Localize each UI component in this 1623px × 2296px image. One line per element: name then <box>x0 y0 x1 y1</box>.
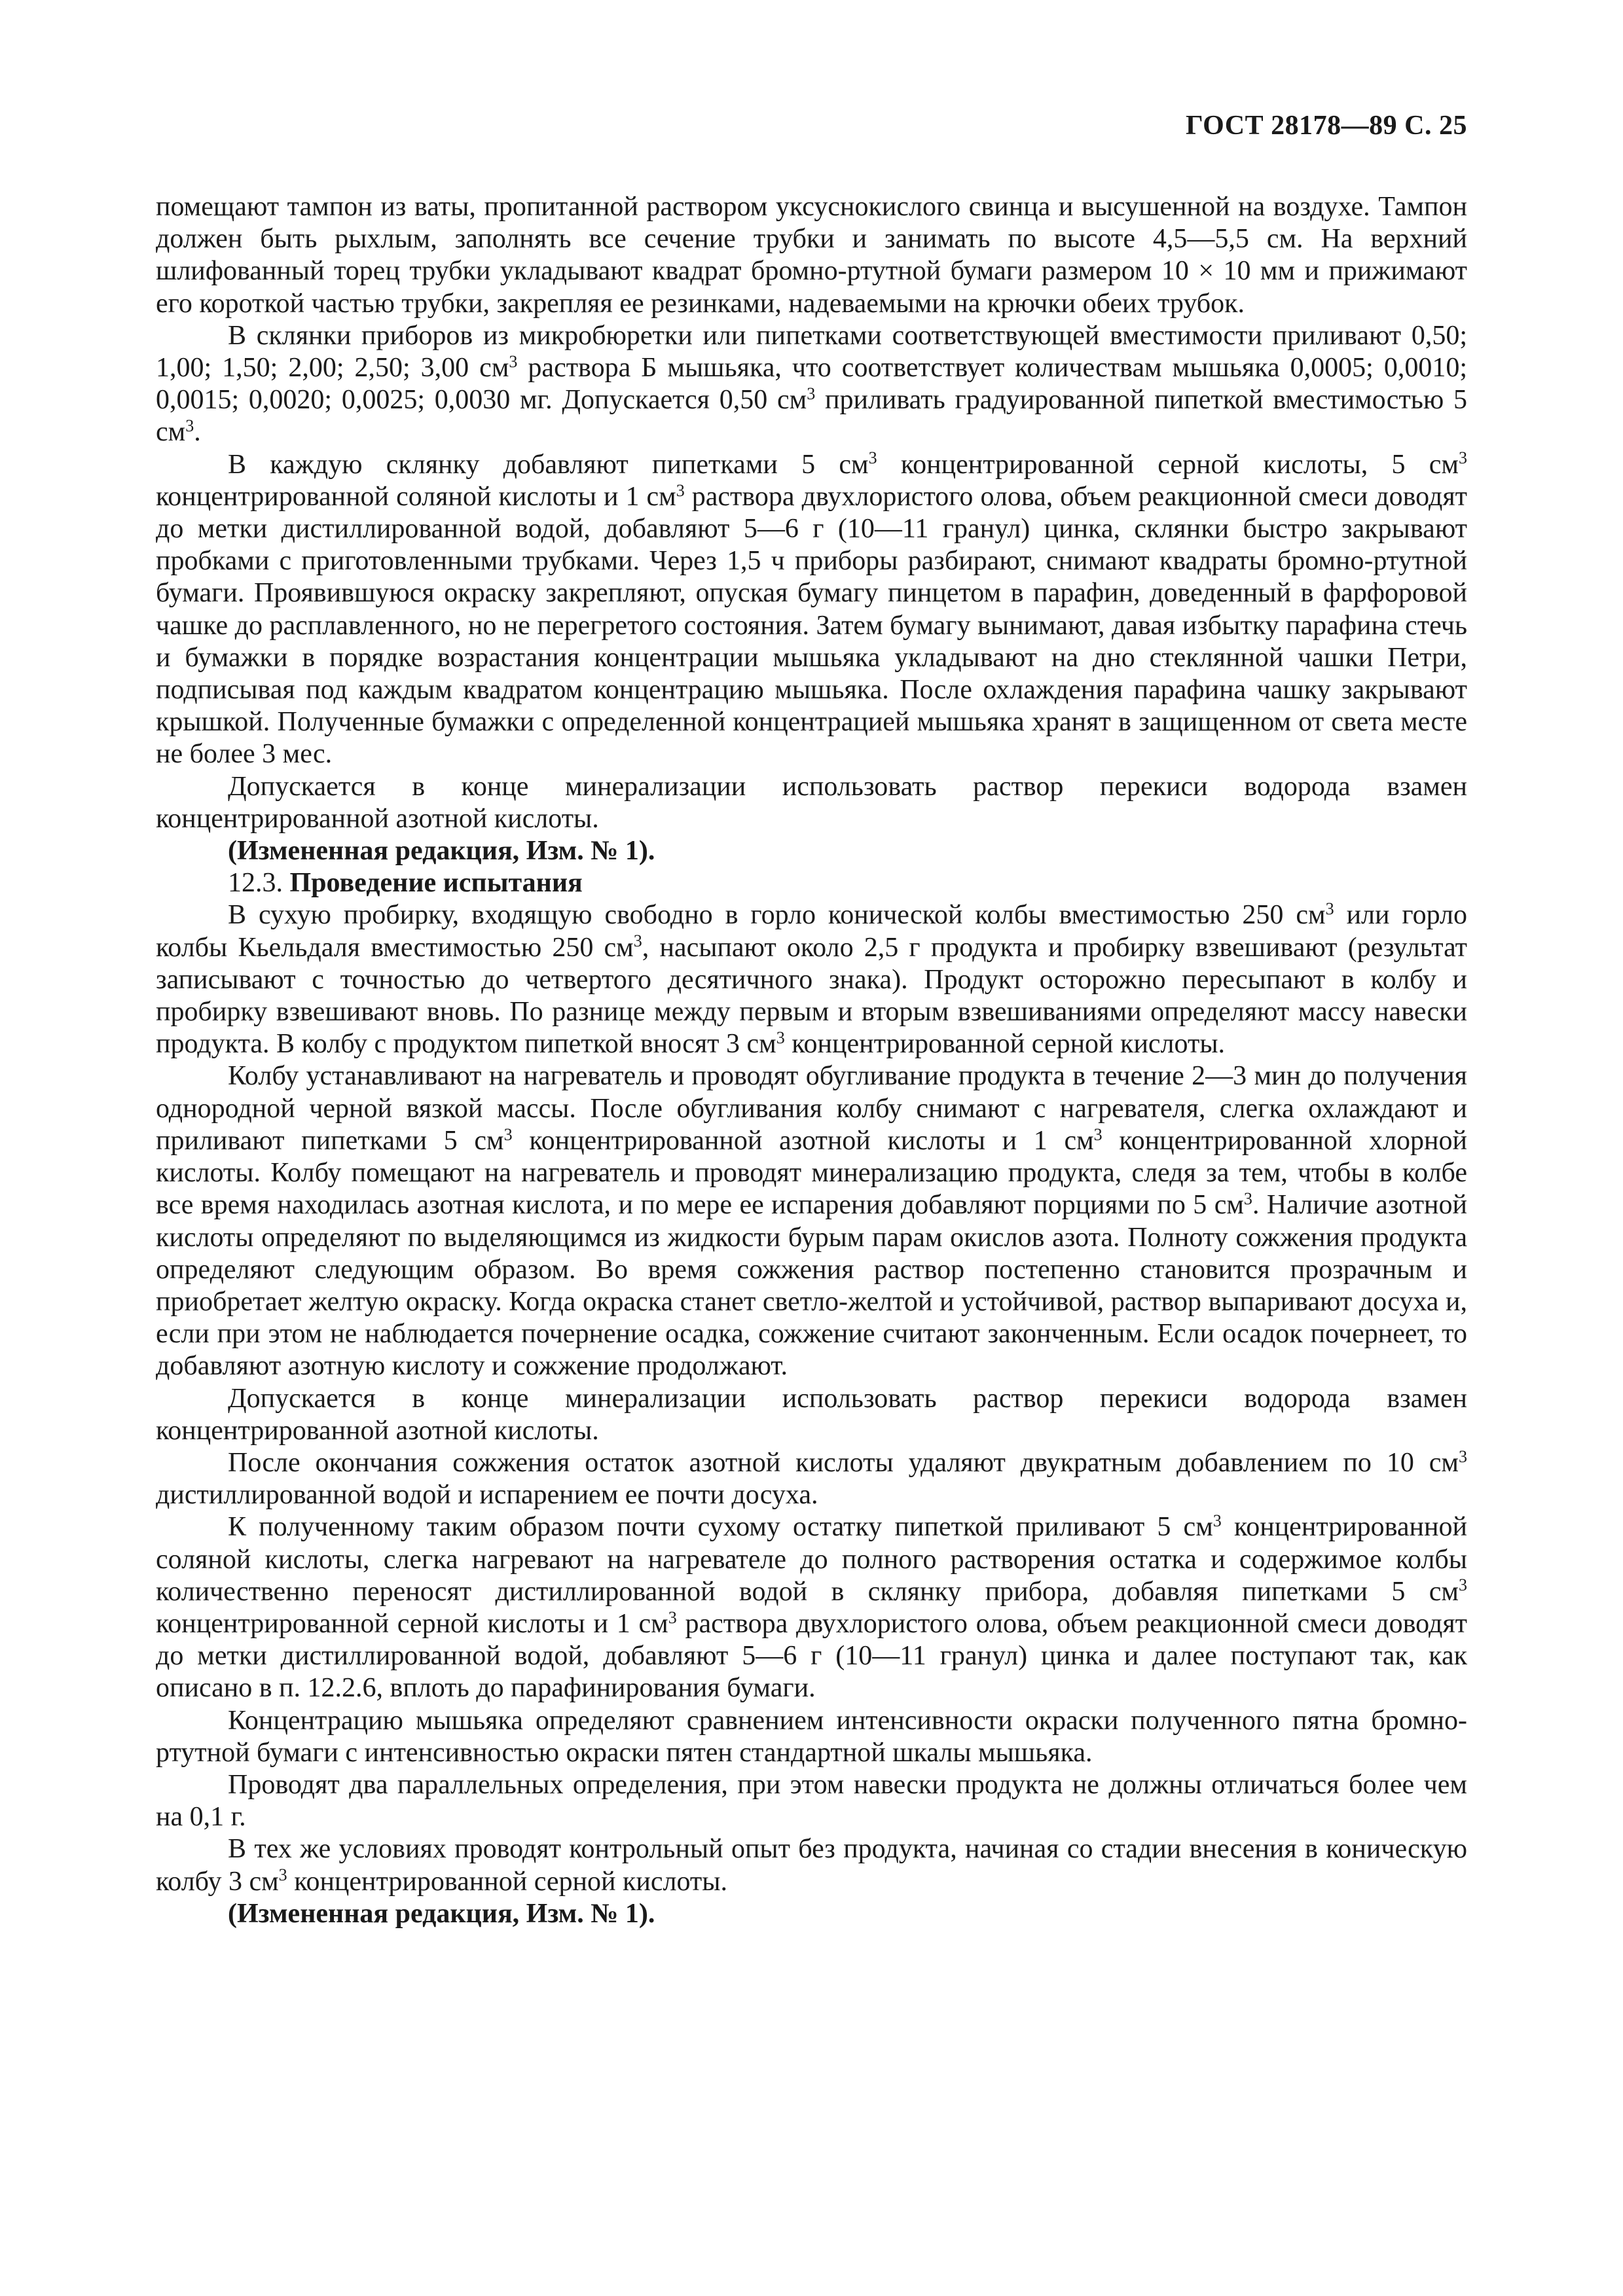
section-heading: 12.3. Проведение испытания <box>228 868 583 899</box>
paragraph: Допускается в конце минерализации использовать раствор перекиси водорода взамен концентрированной азотной кислоты. <box>156 1383 1467 1446</box>
page-header: ГОСТ 28178—89 С. 25 <box>1185 111 1467 141</box>
paragraph: Колбу устанавливают на нагреватель и проводят обугливание продукта в течение 2—3 мин до получения однородной черной вязкой массы. После обугливания колбу снимают с нагревателя, слегка охлаждают и приливают пипетками 5 $см^3$ концентрированной азотной кислоты и 1 $см^3$ концентрированной хлорной кислоты. Колбу помещают на нагреватель и проводят минерализацию продукта, следя за тем, чтобы в колбе все время находилась азотная кислота, и по мере ее испарения добавляют порциями по 5 $см^3$. Наличие азотной кислоты определяют по выделяющимся из жидкости бурым парам окислов азота. Полноту сожжения продукта определяют следующим образом. Во время сожжения раствор постепенно становится прозрачным и приобретает желтую окраску. Когда окраска станет светло-желтой и устойчивой, раствор выпаривают досуха и, если при этом не наблюдается почернение осадка, сожжение считают законченным. Если осадок почернеет, то добавляют азотную кислоту и сожжение продолжают. <box>156 1061 1467 1382</box>
paragraph: Допускается в конце минерализации использовать раствор перекиси водорода взамен концентрированной азотной кислоты. <box>156 771 1467 834</box>
paragraph: К полученному таким образом почти сухому остатку пипеткой приливают 5 $см^3$ концентрированной соляной кислоты, слегка нагревают на нагревателе до полного растворения остатка и содержимое колбы количественно переносят дистиллированной водой в склянку прибора, добавляя пипетками 5 $см^3$ концентрированной серной кислоты и 1 $см^3$ раствора двухлористого олова, объем реакционной смеси доводят до метки дистиллированной водой, добавляют 5—6 г (10—11 гранул) цинка и далее поступают так, как описано в п. 12.2.6, вплоть до парафинирования бумаги. <box>156 1511 1467 1704</box>
amendment-note: (Измененная редакция, Изм. № 1). <box>228 1898 655 1929</box>
paragraph: В сухую пробирку, входящую свободно в горло конической колбы вместимостью 250 $см^3$ или горло колбы Кьельдаля вместимостью 250 $см^3$, насыпают около 2,5 г продукта и пробирку взвешивают (результат записывают с точностью до четвертого десятичного знака). Продукт осторожно пересыпают в колбу и пробирку взвешивают вновь. По разнице между первым и вторым взвешиваниями определяют массу навески продукта. В колбу с продуктом пипеткой вносят 3 $см^3$ концентрированной серной кислоты. <box>156 899 1468 1060</box>
amendment-note: (Измененная редакция, Изм. № 1). <box>228 836 655 867</box>
document-body <box>156 191 1467 1930</box>
paragraph: Концентрацию мышьяка определяют сравнением интенсивности окраски полученного пятна бромно-ртутной бумаги с интенсивностью окраски пятен стандартной шкалы мышьяка. <box>156 1705 1467 1768</box>
paragraph: В тех же условиях проводят контрольный опыт без продукта, начиная со стадии внесения в коническую колбу 3 $см^3$ концентрированной серной кислоты. <box>156 1834 1467 1897</box>
paragraph: Проводят два параллельных определения, при этом навески продукта не должны отличаться более чем на 0,1 г. <box>156 1769 1467 1833</box>
paragraph: помещают тампон из ваты, пропитанной раствором уксуснокислого свинца и высушенной на воздухе. Тампон должен быть рыхлым, заполнять все сечение трубки и занимать по высоте 4,5—5,5 см. На верхний шлифованный торец трубки укладывают квадрат бромно-ртутной бумаги размером 10 × 10 мм и прижимают его короткой частью трубки, закрепляя ее резинками, надеваемыми на крючки обеих трубок. <box>156 192 1467 319</box>
paragraph: В каждую склянку добавляют пипетками 5 $см^3$ концентрированной серной кислоты, 5 $см^3$ концентрированной соляной кислоты и 1 $см^3$ раствора двухлористого олова, объем реакционной смеси доводят до метки дистиллированной водой, добавляют 5—6 г (10—11 гранул) цинка, склянки быстро закрывают пробками с приготовленными трубками. Через 1,5 ч приборы разбирают, снимают квадраты бромно-ртутной бумаги. Проявившуюся окраску закрепляют, опуская бумагу пинцетом в парафин, доведенный в фарфоровой чашке до расплавленного, но не перегретого состояния. Затем бумагу вынимают, давая избытку парафина стечь и бумажки в порядке возрастания концентрации мышьяка укладывают на дно стеклянной чашки Петри, подписывая под каждым квадратом концентрацию мышьяка. После охлаждения парафина чашку закрывают крышкой. Полученные бумажки с определенной концентрацией мышьяка хранят в защищенном от света месте не более 3 мес. <box>156 448 1467 770</box>
paragraph: После окончания сожжения остаток азотной кислоты удаляют двукратным добавлением по 10 $см^3$ дистиллированной водой и испарением ее почти досуха. <box>156 1446 1467 1511</box>
paragraph: В склянки приборов из микробюретки или пипетками соответствующей вместимости приливают 0,50; 1,00; 1,50; 2,00; 2,50; 3,00 $см^3$ раствора Б мышьяка, что соответствует количествам мышьяка 0,0005; 0,0010; 0,0015; 0,0020; 0,0025; 0,0030 мг. Допускается 0,50 $см^3$ приливать градуированной пипеткой вместимостью 5 $см^3$. <box>156 320 1467 448</box>
